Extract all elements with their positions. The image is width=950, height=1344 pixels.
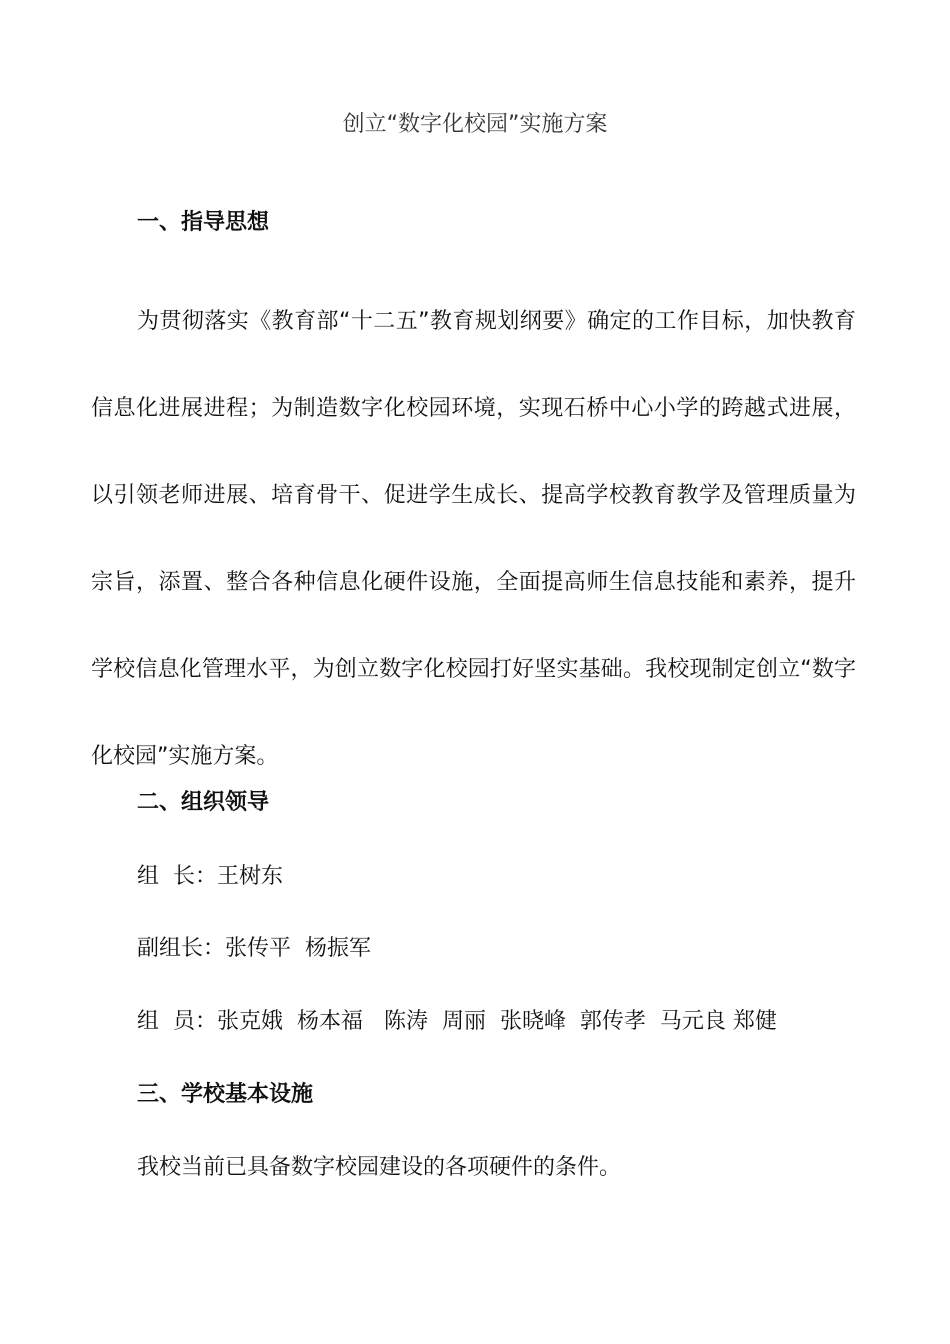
infrastructure-paragraph: 我校当前已具备数字校园建设的各项硬件的条件。	[137, 1155, 622, 1180]
section-heading-guiding-ideology: 一、指导思想	[137, 210, 270, 235]
deputy-value: 张传平 杨振军	[225, 936, 372, 961]
leader-label: 组 长：	[137, 864, 217, 889]
members-label: 组 员：	[137, 1009, 217, 1034]
deputy-label: 副组长：	[137, 936, 226, 961]
deputy-leader-line	[137, 932, 371, 966]
members-value: 张克娥 杨本福 陈涛 周丽 张晓峰 郭传孝 马元良 郑健	[217, 1009, 777, 1034]
leader-value: 王树东	[217, 864, 284, 889]
guiding-ideology-paragraph: 为贯彻落实《教育部“十二五”教育规划纲要》确定的工作目标，加快教育信息化进展进程；为制造数字化校园环境，实现石桥中心小学的跨越式进展，以引领老师进展、培育骨干、促进学生成长、提高学校教育教学及管理质量为宗旨，添置、整合各种信息化硬件设施，全面提高师生信息技能和素养，提升学校信息化管理水平，为创立数字化校园打好坚实基础。我校现制定创立“数字化校园”实施方案。	[91, 309, 856, 769]
leader-line	[137, 860, 283, 894]
document-title: 创立“数字化校园”实施方案	[342, 112, 608, 137]
members-line	[137, 1005, 777, 1039]
section-heading-organization: 二、组织领导	[137, 790, 270, 815]
section-heading-infrastructure: 三、学校基本设施	[137, 1082, 314, 1107]
